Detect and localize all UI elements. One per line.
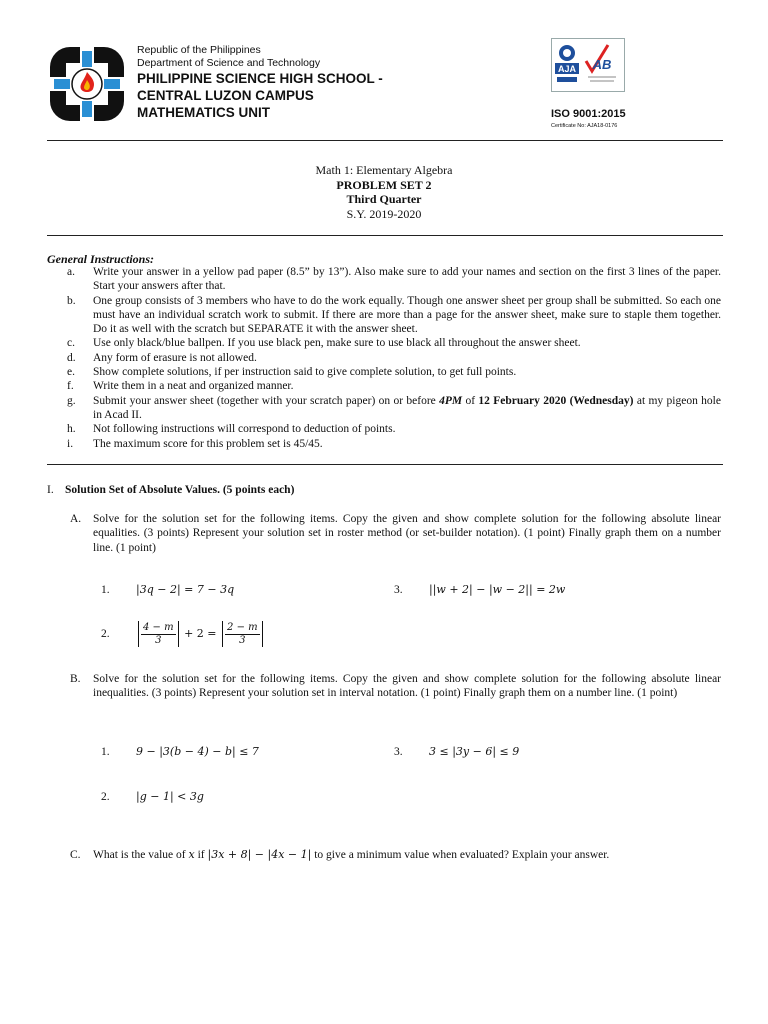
- certification-logos: [551, 38, 625, 92]
- part-b-instructions: [70, 672, 722, 701]
- list-letter: e.: [67, 366, 75, 379]
- deadline-text-mid: of: [462, 394, 479, 407]
- fraction-numerator: 2 − m: [227, 621, 258, 633]
- title-divider-top: [47, 235, 723, 236]
- header-text: [137, 44, 383, 121]
- problem-b1: [101, 745, 259, 758]
- problem-a2: [101, 621, 265, 647]
- section-number: I.: [47, 484, 54, 496]
- problem-set-title: PROBLEM SET 2: [336, 177, 432, 192]
- cert-logo-aja-text: AJA: [557, 64, 577, 74]
- list-item: [47, 379, 727, 393]
- problem-expression: |g − 1| < 3g: [136, 790, 204, 803]
- section-heading: [47, 484, 294, 496]
- list-item: [47, 336, 727, 350]
- deadline-date: 12 February 2020 (Wednesday): [478, 394, 634, 407]
- list-text: [93, 394, 721, 423]
- iso-standard: ISO 9001:2015: [551, 108, 626, 120]
- problem-number: 3.: [394, 745, 403, 758]
- question-text-pre: What is the value of: [93, 849, 189, 861]
- header-divider: [47, 140, 723, 141]
- certification-seal-icon: [552, 39, 624, 91]
- list-letter: d.: [67, 351, 76, 364]
- list-text: Any form of erasure is not allowed.: [93, 351, 257, 364]
- part-c-question: [70, 848, 722, 862]
- question-variable: x: [188, 848, 195, 861]
- list-letter: a.: [67, 266, 75, 278]
- list-text: Not following instructions will correspond to deduction of points.: [93, 423, 396, 436]
- problem-expression: 9 − |3(b − 4) − b| ≤ 7: [136, 745, 259, 758]
- header-unit: MATHEMATICS UNIT: [137, 105, 270, 120]
- problem-number: 2.: [101, 628, 110, 640]
- list-letter: b.: [67, 294, 76, 307]
- cert-logo-ab-text: AB: [592, 57, 612, 72]
- problem-expression: ||w + 2| − |w − 2|| = 2w: [429, 583, 566, 596]
- list-text: One group consists of 3 members who have to do the work equally. Though one answer sheet per group shall be submitted. So each one must have an individual scratch work to submit. If there are more than a page for the answer sheet, make sure to staple them together. Do it as well with the scratch but SEPARATE it with the answer sheet.: [93, 294, 721, 336]
- part-a-instructions: [70, 512, 722, 555]
- problem-b2: [101, 790, 204, 803]
- document-title: [0, 163, 768, 221]
- school-year: S.Y. 2019-2020: [346, 206, 422, 221]
- problem-expression: [136, 621, 265, 647]
- list-letter: g.: [67, 394, 76, 407]
- part-letter: A.: [70, 513, 82, 525]
- deadline-text-pre: Submit your answer sheet (together with your scratch paper) on or before: [93, 394, 440, 407]
- certificate-number: Certificate No: AJA18-0176: [551, 123, 618, 129]
- header-line-republic: Republic of the Philippines: [137, 44, 261, 56]
- list-letter: c.: [67, 337, 75, 350]
- part-letter: B.: [70, 673, 81, 685]
- school-logo: [46, 43, 128, 125]
- list-text: Write them in a neat and organized manner.: [93, 380, 294, 393]
- deadline-text-post: at my pigeon hole in Acad II.: [93, 394, 721, 421]
- header-campus: CENTRAL LUZON CAMPUS: [137, 88, 314, 103]
- problem-expression: |3q − 2| = 7 − 3q: [136, 583, 235, 596]
- list-item: [47, 365, 727, 379]
- list-item: [47, 265, 727, 294]
- list-letter: i.: [67, 437, 74, 450]
- list-item: [47, 422, 727, 436]
- question-text-post: to give a minimum value when evaluated? Explain your answer.: [311, 849, 610, 861]
- problem-number: 3.: [394, 583, 403, 596]
- list-letter: h.: [67, 423, 76, 436]
- problem-a1: [101, 583, 234, 596]
- part-text: [93, 848, 721, 862]
- list-item: [47, 437, 727, 451]
- header-line-dost: Department of Science and Technology: [137, 57, 321, 69]
- part-text: Solve for the solution set for the following items. Copy the given and show complete solution for the following absolute linear equalities. (3 points) Represent your solution set in roster method (or set-builder notation). (1 point) Finally graph them on a number line. (1 point): [93, 513, 721, 554]
- part-text: Solve for the solution set for the following items. Copy the given and show complete solution for the following absolute linear inequalities. (3 points) Represent your solution set in interval notation. (1 point) Finally graph them on a number line. (1 point): [93, 673, 721, 700]
- instructions-list: [47, 265, 727, 451]
- instructions-heading: General Instructions:: [47, 252, 155, 266]
- list-text: Write your answer in a yellow pad paper (8.5” by 13”). Also make sure to add your names and section on the first 3 lines of the paper. Start your answers after that.: [93, 266, 721, 293]
- header-school-name: PHILIPPINE SCIENCE HIGH SCHOOL -: [137, 71, 383, 86]
- part-letter: C.: [70, 849, 81, 861]
- instructions-divider: [47, 464, 723, 465]
- quarter-label: Third Quarter: [346, 192, 422, 206]
- expression-middle: + 2 =: [184, 627, 217, 640]
- list-text: Show complete solutions, if per instruction said to give complete solution, to get full points.: [93, 366, 517, 379]
- problem-number: 1.: [101, 583, 110, 596]
- problem-number: 2.: [101, 790, 110, 803]
- deadline-time: 4PM: [439, 394, 463, 407]
- question-text-mid: if: [194, 849, 208, 861]
- list-item: [47, 351, 727, 365]
- pshs-logo-icon: [46, 43, 128, 125]
- problem-b3: [394, 745, 519, 758]
- fraction-denominator: 3: [239, 634, 246, 646]
- problem-expression: 3 ≤ |3y − 6| ≤ 9: [429, 745, 520, 758]
- course-name: Math 1: Elementary Algebra: [315, 163, 453, 177]
- fraction-numerator: 4 − m: [143, 621, 174, 633]
- fraction-denominator: 3: [155, 634, 162, 646]
- list-item: [47, 394, 727, 423]
- list-text: The maximum score for this problem set is 45/45.: [93, 437, 323, 450]
- list-letter: f.: [67, 380, 74, 393]
- list-text: Use only black/blue ballpen. If you use black pen, make sure to use black all throughout the answer sheet.: [93, 337, 581, 350]
- section-title: Solution Set of Absolute Values. (5 points each): [65, 484, 295, 496]
- question-expression: |3x + 8| − |4x − 1|: [207, 848, 312, 861]
- problem-a3: [394, 583, 565, 596]
- problem-number: 1.: [101, 745, 110, 758]
- list-item: [47, 294, 727, 337]
